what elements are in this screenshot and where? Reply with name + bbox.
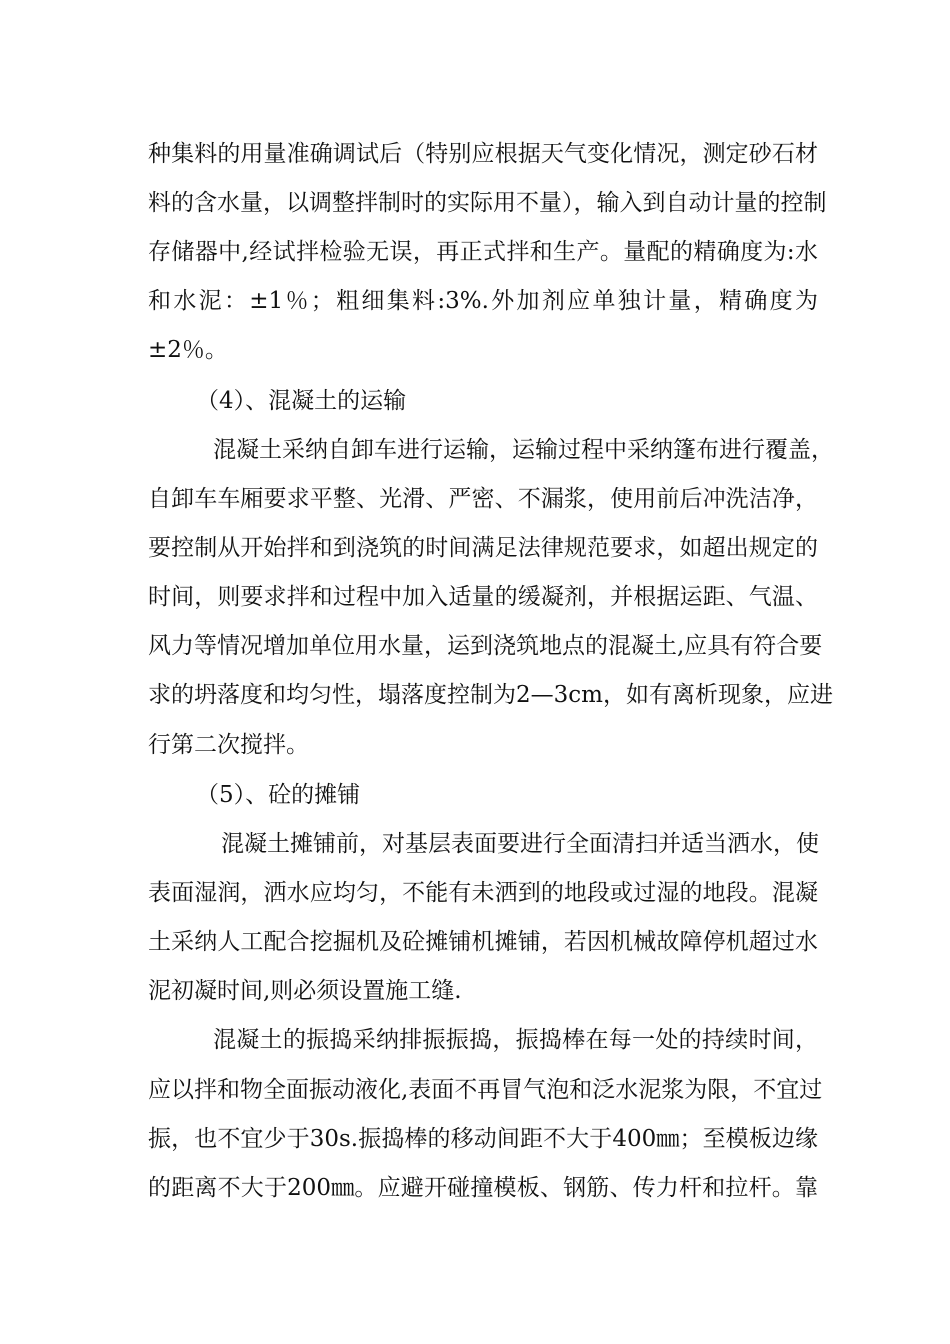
paragraph-line: 风力等情况增加单位用水量，运到浇筑地点的混凝土,应具有符合要 — [148, 633, 823, 659]
paragraph-line: 求的坍落度和均匀性，塌落度控制为2—3cm，如有离析现象，应进 — [148, 682, 833, 708]
paragraph-line: 自卸车车厢要求平整、光滑、严密、不漏浆，使用前后冲洗洁净， — [148, 486, 818, 512]
paragraph-line: 土采纳人工配合挖掘机及砼摊铺机摊铺，若因机械故障停机超过水 — [148, 929, 818, 955]
paragraph-line: 表面湿润，洒水应均匀，不能有未洒到的地段或过湿的地段。混凝 — [148, 880, 818, 906]
paragraph-line: 要控制从开始拌和到浇筑的时间满足法律规范要求，如超出规定的 — [148, 535, 818, 561]
paragraph-line: 混凝土的振捣采纳排振振捣，振捣棒在每一处的持续时间， — [213, 1027, 818, 1053]
paragraph-line: ±2％。 — [148, 337, 228, 363]
section-heading-4: （4）、混凝土的运输 — [196, 388, 407, 414]
paragraph-line: 振，也不宜少于30s.振捣棒的移动间距不大于400㎜；至模板边缘 — [148, 1126, 818, 1152]
paragraph-line: 时间，则要求拌和过程中加入适量的缓凝剂，并根据运距、气温、 — [148, 584, 818, 610]
paragraph-line: 混凝土采纳自卸车进行运输，运输过程中采纳篷布进行覆盖， — [213, 437, 834, 463]
paragraph-line: 种集料的用量准确调试后（特别应根据天气变化情况，测定砂石材 — [148, 141, 818, 167]
paragraph-line: 应以拌和物全面振动液化,表面不再冒气泡和泛水泥浆为限，不宜过 — [148, 1077, 823, 1103]
paragraph-line: 存储器中,经试拌检验无误，再正式拌和生产。量配的精确度为:水 — [148, 239, 818, 265]
paragraph-line: 和水泥：±1％；粗细集料:3%.外加剂应单独计量，精确度为 — [148, 288, 818, 314]
section-heading-5: （5）、砼的摊铺 — [196, 782, 361, 808]
paragraph-line: 行第二次搅拌。 — [148, 732, 309, 758]
paragraph-line: 混凝土摊铺前，对基层表面要进行全面清扫并适当洒水，使 — [221, 831, 819, 857]
paragraph-line: 料的含水量，以调整拌制时的实际用不量），输入到自动计量的控制 — [148, 190, 827, 216]
paragraph-line: 的距离不大于200㎜。应避开碰撞模板、钢筋、传力杆和拉杆。靠 — [148, 1175, 818, 1201]
paragraph-line: 泥初凝时间,则必须设置施工缝. — [148, 978, 462, 1004]
